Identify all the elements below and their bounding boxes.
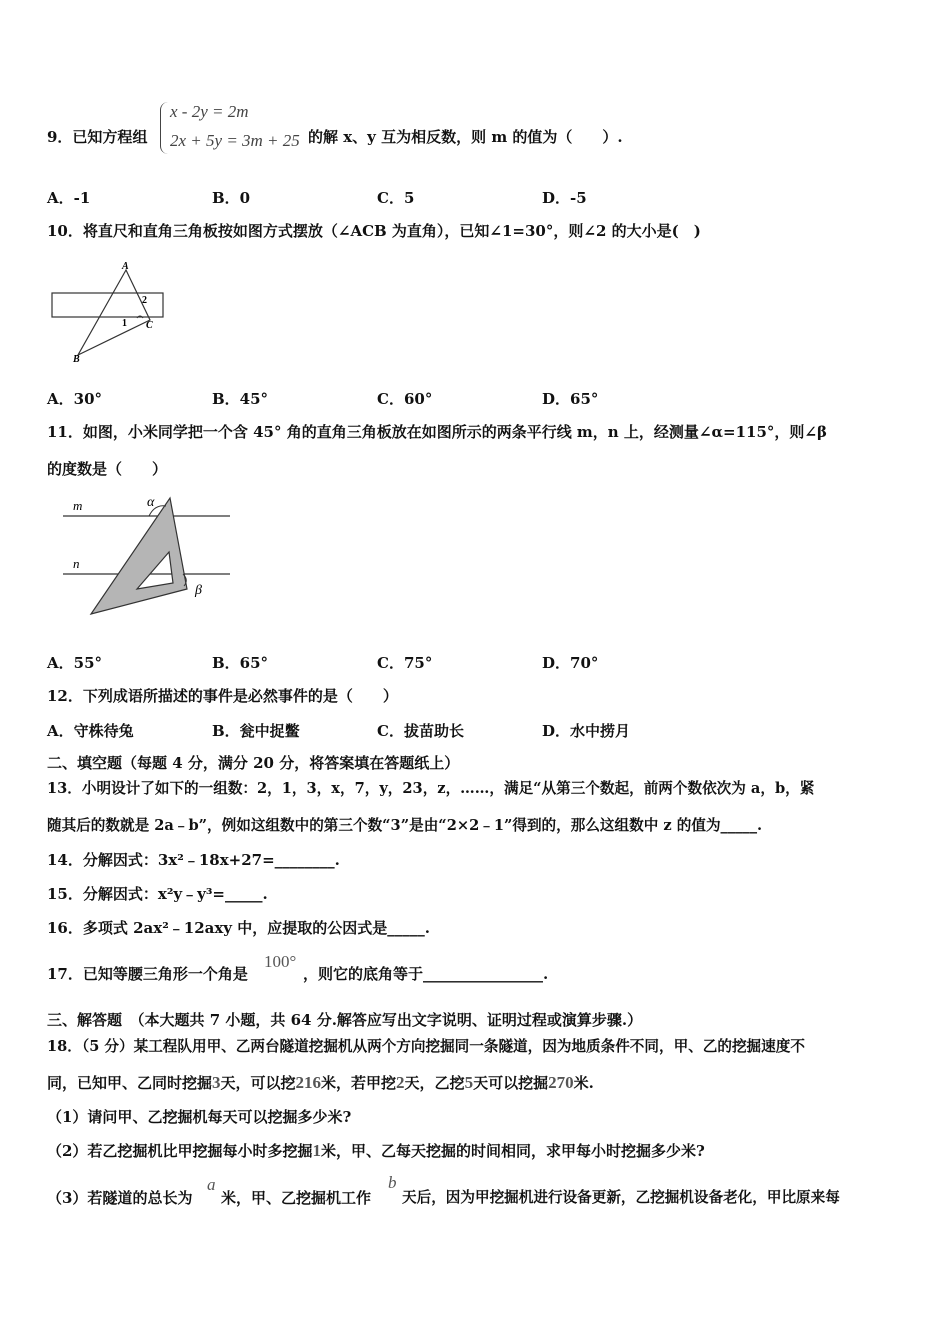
- q18-line2: [47, 1073, 594, 1093]
- q18-part-1: （1）请问甲、乙挖掘机每天可以挖掘多少米?: [47, 1108, 352, 1126]
- equation-1: x - 2y = 2m: [170, 102, 249, 121]
- label-c: C: [146, 320, 153, 331]
- q18-text-d: 天，乙挖: [404, 1074, 465, 1092]
- q10-option-d: D．65°: [542, 390, 599, 408]
- q16-text: 16．多项式 2ax²﹣12axy 中，应提取的公因式是_____.: [47, 919, 430, 937]
- q18-num-jia-days: 2: [396, 1073, 405, 1092]
- q18-num-total: 270: [548, 1073, 574, 1092]
- q15-text: 15．分解因式：x²y﹣y³=_____.: [47, 885, 268, 903]
- label-a: A: [122, 261, 129, 272]
- q11-option-d: D．70°: [542, 654, 599, 672]
- q9-option-b: B．0: [212, 189, 251, 207]
- q9-prefix: 9．已知方程组: [47, 128, 148, 146]
- q12-option-a: A．守株待兔: [47, 722, 134, 740]
- section-3-heading: 三、解答题 （本大题共 7 小题，共 64 分.解答应写出文字说明、证明过程或演算步骤.）: [47, 1011, 643, 1029]
- q18-line1: 18．（5 分）某工程队用甲、乙两台隧道挖掘机从两个方向挖掘同一条隧道，因为地质条件不同，甲、乙的挖掘速度不: [47, 1038, 805, 1055]
- q18-num-meters: 216: [295, 1073, 322, 1092]
- q18-text-c: 米，若甲挖: [321, 1074, 397, 1092]
- brace-symbol: [160, 102, 169, 154]
- section-2-heading: 二、填空题（每题 4 分，满分 20 分，将答案填在答题纸上）: [47, 754, 460, 772]
- q18-text-f: 米.: [573, 1074, 594, 1092]
- q13-line1: 13．小明设计了如下的一组数：2，1，3，x，7，y，23，z，……，满足“从第三个数起，前两个数依次为 a，b，紧: [47, 780, 815, 797]
- equation-2: 2x + 5y = 3m + 25: [170, 131, 300, 150]
- q9-option-d: D．-5: [542, 189, 587, 207]
- equation-system: [160, 100, 310, 156]
- q13-line2: 随其后的数就是 2a﹣b”，例如这组数中的第三个数“3”是由“2×2﹣1”得到的，那么这组数中 z 的值为_____.: [47, 817, 763, 834]
- label-angle-1: 1: [122, 318, 127, 329]
- q18-text-a: 同，已知甲、乙同时挖掘: [47, 1074, 213, 1092]
- q12-option-b: B．瓮中捉鳖: [212, 722, 300, 740]
- q11-line1: 11．如图，小米同学把一个含 45° 角的直角三角板放在如图所示的两条平行线 m，n 上，经测量∠α=115°，则∠β: [47, 423, 827, 441]
- q11-option-b: B．65°: [212, 654, 269, 672]
- q18-p2-text-b: 米，甲、乙每天挖掘的时间相同，求甲每小时挖掘多少米?: [320, 1142, 705, 1160]
- q17-suffix: ，则它的底角等于________________.: [303, 965, 549, 983]
- ruler-triangle-figure: [45, 258, 175, 368]
- triangle-shape: [78, 270, 150, 355]
- q9-option-a: A．-1: [47, 189, 91, 207]
- q18-part-3-text-b: 米，甲、乙挖掘机工作: [221, 1189, 372, 1207]
- q18-p2-num: 1: [312, 1141, 321, 1160]
- q18-num-yi-days: 5: [464, 1073, 474, 1092]
- q18-num-days: 3: [212, 1073, 221, 1092]
- q11-line2: 的度数是（ ）: [47, 460, 168, 478]
- q18-var-a: a: [207, 1175, 216, 1194]
- q12-text: 12．下列成语所描述的事件是必然事件的是（ ）: [47, 687, 398, 705]
- q18-part-3-text-a: （3）若隧道的总长为: [47, 1189, 193, 1207]
- q18-text-e: 天可以挖掘: [473, 1074, 549, 1092]
- q18-text-b: 天，可以挖: [220, 1074, 296, 1092]
- q10-option-b: B．45°: [212, 390, 269, 408]
- q18-var-b: b: [388, 1173, 397, 1192]
- label-beta: β: [195, 583, 202, 598]
- q10-option-a: A．30°: [47, 390, 103, 408]
- q10-text: 10．将直尺和直角三角板按如图方式摆放（∠ACB 为直角），已知∠1=30°，则∠2 的大小是( ): [47, 222, 701, 240]
- q11-option-a: A．55°: [47, 654, 103, 672]
- q9-option-c: C．5: [377, 189, 415, 207]
- q17-prefix: 17．已知等腰三角形一个角是: [47, 965, 248, 983]
- q18-part-2: [47, 1141, 705, 1161]
- q9-suffix: 的解 x、y 互为相反数，则 m 的值为（ ）.: [308, 128, 623, 146]
- label-alpha: α: [147, 495, 155, 510]
- q14-text: 14．分解因式：3x²﹣18x+27=________.: [47, 851, 340, 869]
- label-n: n: [73, 556, 80, 571]
- q18-p2-text-a: （2）若乙挖掘机比甲挖掘每小时多挖掘: [47, 1142, 313, 1160]
- label-m: m: [73, 498, 83, 513]
- parallel-lines-figure: [45, 488, 245, 628]
- label-angle-2: 2: [142, 295, 147, 306]
- label-b: B: [73, 354, 80, 365]
- q17-angle-value: 100°: [264, 952, 297, 971]
- q18-part-3-text-c: 天后，因为甲挖掘机进行设备更新，乙挖掘机设备老化，甲比原来每: [402, 1189, 840, 1206]
- q11-option-c: C．75°: [377, 654, 433, 672]
- q10-option-c: C．60°: [377, 390, 433, 408]
- q12-option-d: D．水中捞月: [542, 722, 631, 740]
- q12-option-c: C．拔苗助长: [377, 722, 464, 740]
